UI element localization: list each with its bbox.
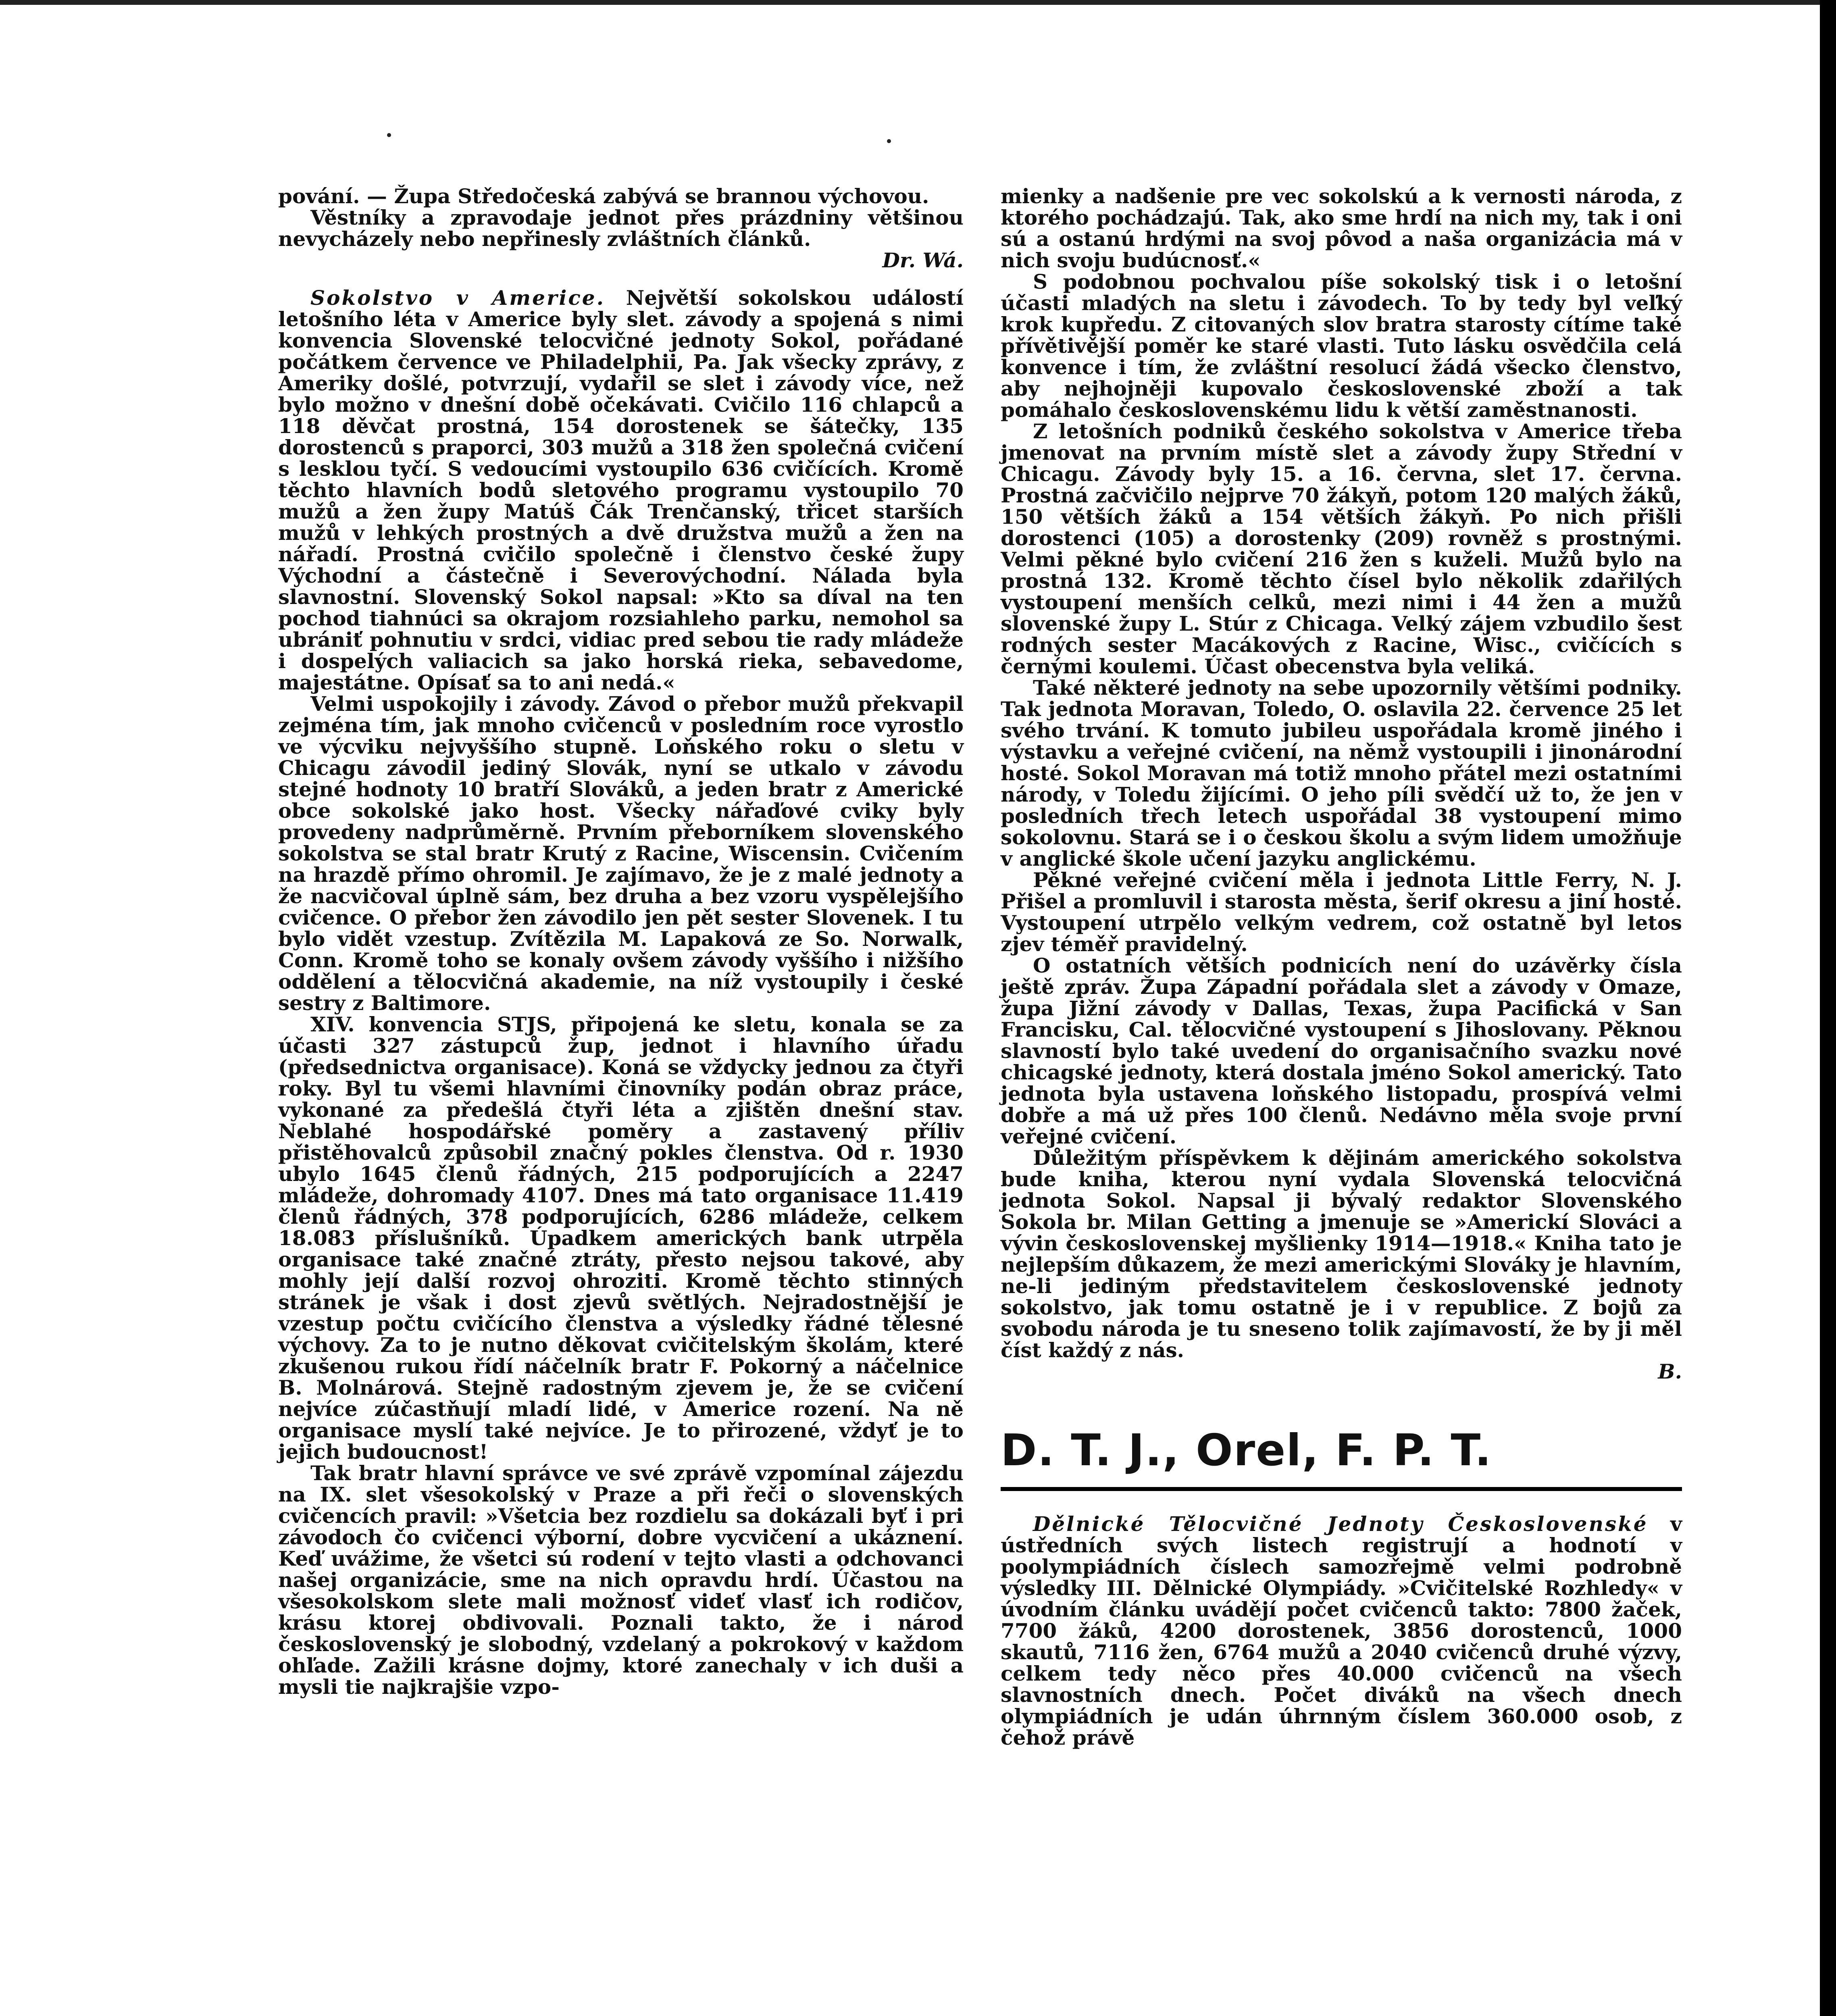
- paragraph: O ostatních větších podnicích není do uzávěrky čísla ještě zpráv. Župa Západní pořádala slet a závody v Omaze, župa Jižní závody v Dallas, Texas, župa Pacifická v San Francisku, Cal. tělocvičné vystoupení s Jihoslovany. Pěknou slavností bylo také uvedení do organisačního svazku nové chicagské jednoty, která dostala jméno Sokol americký. Tato jednota byla ustavena loňského listopadu, prospívá velmi dobře a má už přes 100 členů. Nedávno měla svoje první veřejné cvičení.: [1001, 954, 1682, 1148]
- paragraph: [1001, 1513, 1682, 1748]
- paragraph-text: Věstníky a zpravodaje jednot přes prázdniny většinou nevycházely nebo nepřinesly zvláštních článků.: [278, 206, 964, 251]
- paragraph-text: Důležitým příspěvkem k dějinám amerického sokolstva bude kniha, kterou nyní vydala Slovenská telocvičná jednota Sokol. Napsal ji bývalý redaktor Slovenského Sokola br. Milan Getting a jmenuje se »Americkí Slováci a vývin československej myšlienky 1914—1918.« Kniha tato je nejlepším důkazem, že mezi americkými Slováky je hlavním, ne-li jediným představitelem československé jednoty sokolstvo, jak tomu ostatně je i v republice. Z bojů za svobodu národa je tu sneseno tolik zajímavostí, že by ji měl číst každý z nás.: [1001, 1146, 1682, 1362]
- paragraph: Velmi uspokojily i závody. Závod o přebor mužů překvapil zejména tím, jak mnoho cvičenců v posledním roce vyrostlo ve výcviku nejvyššího stupně. Loňského roku o sletu v Chicagu závodil jediný Slovák, nyní se utkalo v závodu stejné hodnoty 10 bratří Slováků, a jeden bratr z Americké obce sokolské jako host. Všecky nářaďové cviky byly provedeny nadprůměrně. Prvním přeborníkem slovenského sokolstva se stal bratr Krutý z Racine, Wiscensin. Cvičením na hrazdě přímo ohromil. Je zajímavo, že je z malé jednoty a že nacvičoval úplně sám, bez druha a bez vzoru vyspělejšího cvičence. O přebor žen závodilo jen pět sester Slovenek. I tu bylo vidět vzestup. Zvítězila M. Lapaková ze So. Norwalk, Conn. Kromě toho se konaly ovšem závody vyššího i nižšího oddělení a tělocvičná akademie, na níž vystoupily i české sestry z Baltimore.: [278, 692, 964, 1015]
- paragraph: Pěkné veřejné cvičení měla i jednota Little Ferry, N. J. Přišel a promluvil i starosta města, šerif okresu a jiní hosté. Vystoupení utrpělo velkým vedrem, což ostatně byl letos zjev téměř pravidelný.: [1001, 868, 1682, 956]
- left-column: [278, 185, 964, 1697]
- scan-edge-right: [1820, 0, 1836, 2016]
- author-signature: B.: [1658, 1360, 1682, 1383]
- paragraph: [278, 207, 964, 271]
- paragraph: pování. — Župa Středočeská zabývá se brannou výchovou.: [278, 184, 929, 208]
- paragraph-text: Největší sokolskou událostí letošního léta v Americe byly slet. závody a spojená s nimi konvencia Slovenské telocvičné jednoty Sokol, pořádané počátkem července ve Philadelphii, Pa. Jak všecky zprávy, z Ameriky došlé, potvrzují, vydařil se slet i závody více, než bylo možno v dnešní době očekávati. Cvičilo 116 chlapců a 118 děvčat prostná, 154 dorostenek se šátečky, 135 dorostenců s praporci, 303 mužů a 318 žen společná cvičení s lesklou tyčí. S vedoucími vystoupilo 636 cvičících. Kromě těchto hlavních bodů sletového programu vystoupilo 70 mužů a žen župy Matúš Čák Trenčanský, třicet starších mužů v lehkých prostných a dvě družstva mužů a žen na nářadí. Prostná cvičilo společně i členstvo české župy Východní a částečně i Severovýchodní. Nálada byla slavnostní. Slovenský Sokol napsal: »Kto sa díval na ten pochod tiahnúci sa okrajom rozsiahleho parku, nemohol sa ubrániť pohnutiu v srdci, vidiac pred sebou tie rady mládeže i dospelých valiacich sa jako horská rieka, sebavedome, majestátne. Opísať sa to ani nedá.«: [278, 286, 964, 694]
- paragraph: S podobnou pochvalou píše sokolský tisk i o letošní účasti mladých na sletu i závodech. To by tedy byl veľký krok kupředu. Z citovaných slov bratra starosty cítíme také přívětivější poměr ke staré vlasti. Tuto lásku osvědčila celá konvence i tím, že zvláštní resolucí žádá všecko členstvo, aby nejhojněji kupovalo československé zboží a tak pomáhalo československému lidu k větší zaměstnanosti.: [1001, 270, 1682, 422]
- paragraph-text: v ústředních svých listech registrují a hodnotí v poolympiádních číslech samozřejmě velmi podrobně výsledky III. Dělnické Olympiády. »Cvičitelské Rozhledy« v úvodním článku uvádějí počet cvičenců takto: 7800 žaček, 7700 žáků, 4200 dorostenek, 3856 dorostenců, 1000 skautů, 7116 žen, 6764 mužů a 2040 cvičenců druhé výzvy, celkem tedy něco přes 40.000 cvičenců na všech slavnostních dnech. Počet diváků na všech dnech olympiádních je udán úhrnným číslem 360.000 osob, z čehož právě: [1001, 1512, 1682, 1749]
- article-lead: Dělnické Tělocvičné Jednoty Československé: [1033, 1512, 1648, 1536]
- paragraph: Z letošních podniků českého sokolstva v Americe třeba jmenovat na prvním místě slet a závody župy Střední v Chicagu. Závody byly 15. a 16. června, slet 17. června. Prostná začvičilo nejprve 70 žákyň, potom 120 malých žáků, 150 větších žáků a 154 větších žákyň. Po nich přišli dorostenci (105) a dorostenky (209) rovněž s prostnými. Velmi pěkné bylo cvičení 216 žen s kuželi. Mužů bylo na prostná 132. Kromě těchto čísel bylo několik zdařilých vystoupení menších celků, mezi nimi i 44 žen a mužů slovenské župy L. Stúr z Chicaga. Velký zájem vzbudilo šest rodných sester Macákových z Racine, Wisc., cvičících s černými koulemi. Účast obecenstva byla veliká.: [1001, 419, 1682, 678]
- author-signature: Dr. Wá.: [882, 248, 964, 272]
- section-heading: D. T. J., Orel, F. P. T.: [1001, 1425, 1492, 1476]
- section-rule: [1001, 1487, 1682, 1491]
- paragraph: [1001, 1147, 1682, 1382]
- paragraph: XIV. konvencia STJS, připojená ke sletu, konala se za účasti 327 zástupců žup, jednot i hlavního úřadu (předsednictva organisace). Koná se vždycky jednou za čtyři roky. Byl tu všemi hlavními činovníky podán obraz práce, vykonané za předešlá čtyři léta a zjištěn dnešní stav. Neblahé hospodářské poměry a zastavený příliv přistěhovalců způsobil značný pokles členstva. Od r. 1930 ubylo 1645 členů řádných, 215 podporujících a 2247 mládeže, dohromady 4107. Dnes má tato organisace 11.419 členů řádných, 378 podporujících, 6286 mládeže, celkem 18.083 příslušníků. Úpadkem amerických bank utrpěla organisace také značné ztráty, přesto nejsou takové, aby mohly její další rozvoj ohroziti. Kromě těchto stinných stránek je však i dost zjevů světlých. Nejradostnější je vzestup počtu cvičícího členstva a výsledky řádné tělesné výchovy. Za to je nutno děkovat cvičitelským školám, které zkušenou rukou řídí náčelník bratr F. Pokorný a náčelnice B. Molnárová. Stejně radostným zjevem je, že se cvičení nejvíce zúčastňují mladí lidé, v Americe rození. Na ně organisace myslí také nejvíce. Je to přirozené, vždyť je to jejich budoucnost!: [278, 1012, 964, 1464]
- paragraph: mienky a nadšenie pre vec sokolskú a k vernosti národa, z ktorého pochádzajú. Tak, ako sme hrdí na nich my, tak i oni sú a ostanú hrdými na svoj pôvod a naša organizácia má v nich svoju budúcnosť.«: [1001, 184, 1682, 272]
- paragraph: Tak bratr hlavní správce ve své zprávě vzpomínal zájezdu na IX. slet všesokolský v Praze a při řeči o slovenských cvičencích pravil: »Všetcia bez rozdielu sa dokázali byť i pri závodoch čo cvičenci výborní, dobre vycvičení a ukáznení. Keď uvážime, že všetci sú rodení v tejto vlasti a odchovanci našej organizácie, sme na nich opravdu hrdí. Účastou na všesokolskom slete mali možnosť videť vlasť ich rodičov, krásu ktorej obdivovali. Poznali takto, že i národ československý je slobodný, vzdelaný a pokrokový v každom ohľade. Zažili krásne dojmy, ktoré zanechaly v ich duši a mysli tie najkrajšie vzpo-: [278, 1461, 964, 1699]
- scan-speck: [387, 133, 391, 137]
- paragraph: [278, 287, 964, 693]
- right-column: [1001, 185, 1682, 1748]
- paragraph: Také některé jednoty na sebe upozornily většími podniky. Tak jednota Moravan, Toledo, O. oslavila 22. července 25 let svého trvání. K tomuto jubileu uspořádala kromě jiného i výstavku a veřejné cvičení, na němž vystoupili i jinonárodní hosté. Sokol Moravan má totiž mnoho přátel mezi ostatními národy, v Toledu žijícími. O jeho píli svědčí už to, že jen v posledních třech letech uspořádal 38 vystoupení mimo sokolovnu. Stará se i o českou školu a svým lidem umožňuje v anglické škole učení jazyku anglickému.: [1001, 676, 1682, 871]
- article-lead: Sokolstvo v Americe.: [310, 286, 605, 310]
- scan-edge-top: [0, 0, 1836, 5]
- scan-speck: [887, 139, 891, 143]
